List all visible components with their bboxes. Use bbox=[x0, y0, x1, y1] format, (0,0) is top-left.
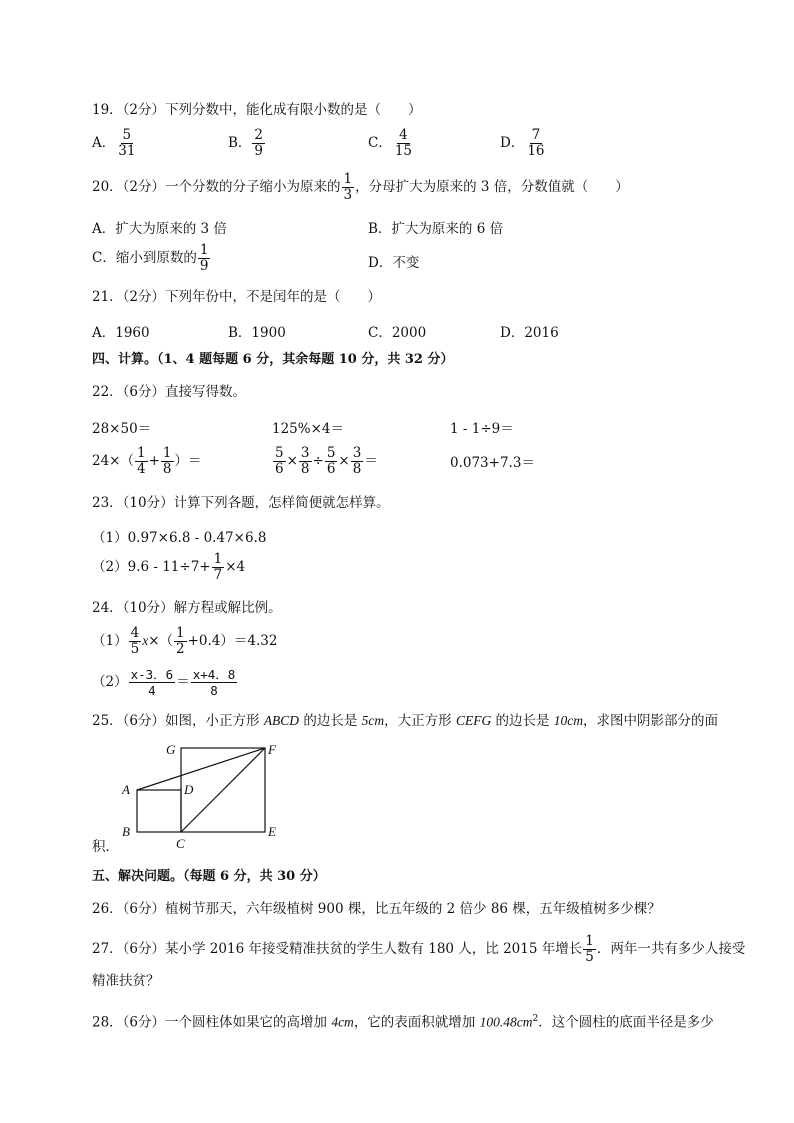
question-21-stem: 21．（2分）下列年份中，不是闰年的是（ ） bbox=[92, 289, 382, 305]
label-e: E bbox=[268, 824, 276, 839]
q20-option-a[interactable]: A．扩大为原来的 3 倍 bbox=[92, 221, 227, 237]
label-a: A bbox=[122, 782, 130, 797]
q20-option-c[interactable]: C．缩小到原数的 $\frac{1}{9}$ bbox=[92, 242, 209, 274]
line-af bbox=[137, 748, 265, 790]
section-4-heading: 四、计算。（1、4 题每题 6 分，其余每题 10 分，共 32 分） bbox=[92, 352, 454, 367]
question-28-stem: 28．（6分）一个圆柱体如果它的高增加 4cm，它的表面积就增加 $100.48cm^2$．这个圆柱的底面半径是多少 bbox=[92, 1014, 714, 1031]
q19-option-a-fraction: $\frac{5}{31}$ bbox=[118, 127, 136, 159]
label-g: G bbox=[166, 742, 176, 757]
q22-expr-1: 28×50＝ bbox=[92, 421, 152, 437]
q20-option-d[interactable]: D．不变 bbox=[368, 255, 420, 271]
q24-part-2: （2） $\frac{x-3.6}{4}$ ＝ $\frac{x+4.8}{8}$ bbox=[92, 667, 236, 698]
q20-option-c-fraction: $\frac{1}{9}$ bbox=[199, 242, 209, 274]
q19-option-c-fraction: $\frac{4}{15}$ bbox=[394, 127, 413, 159]
question-19-stem: 19．（2分）下列分数中，能化成有限小数的是（ ） bbox=[92, 102, 422, 118]
q19-option-b[interactable] bbox=[228, 128, 266, 159]
q22-expr-4: 24×（ $\frac{1}{4}$ + $\frac{1}{8}$ ）＝ bbox=[92, 445, 202, 477]
q19-option-d-fraction: $\frac{7}{16}$ bbox=[527, 127, 545, 159]
label-d: D bbox=[184, 782, 194, 797]
question-24-stem: 24．（10分）解方程或解比例。 bbox=[92, 600, 282, 616]
q25-stem-tail: 积． bbox=[92, 839, 119, 855]
q19-option-a[interactable] bbox=[92, 128, 138, 159]
q20-fraction: $\frac{1}{3}$ bbox=[343, 171, 353, 203]
label-f: F bbox=[268, 742, 276, 757]
q19-option-b-label: B． bbox=[228, 135, 252, 151]
question-27-stem: 27．（6分）某小学 2016 年接受精准扶贫的学生人数有 180 人，比 2015 年增长 $\frac{1}{5}$ ．两年一共有多少人接受 bbox=[92, 933, 746, 965]
q22-expr-6: 0.073+7.3＝ bbox=[450, 455, 535, 471]
question-22-stem: 22．（6分）直接写得数。 bbox=[92, 384, 247, 400]
q21-option-a[interactable]: A．1960 bbox=[92, 325, 150, 341]
label-c: C bbox=[176, 836, 185, 850]
small-square-abcd bbox=[137, 790, 181, 832]
q19-option-b-fraction: $\frac{2}{9}$ bbox=[254, 127, 264, 159]
q21-option-c[interactable]: C．2000 bbox=[368, 325, 427, 341]
question-20-stem: 20．（2分）一个分数的分子缩小为原来的 $\frac{1}{3}$ ，分母扩大为原来的 3 倍，分数值就（ ） bbox=[92, 171, 629, 203]
q24-part-1: （1） $\frac{4}{5}$ x×（ $\frac{1}{2}$ +0.4）＝4.32 bbox=[92, 625, 278, 657]
q20-option-b[interactable]: B．扩大为原来的 6 倍 bbox=[368, 221, 504, 237]
q22-expr-2: 125%×4＝ bbox=[272, 421, 344, 437]
label-b: B bbox=[122, 824, 130, 839]
q22-expr-3: 1 - 1÷9＝ bbox=[450, 421, 514, 437]
question-26-stem: 26．（6分）植树节那天，六年级植树 900 棵，比五年级的 2 倍少 86 棵，五年级植树多少棵？ bbox=[92, 901, 661, 917]
q23-part-2: （2）9.6 - 11÷7+ $\frac{1}{7}$ ×4 bbox=[92, 551, 246, 583]
question-25-stem: 25．（6分）如图，小正方形 ABCD 的边长是 5cm，大正方形 CEFG 的边长是 10cm，求图中阴影部分的面 bbox=[92, 713, 719, 729]
q19-option-a-label: A． bbox=[92, 135, 116, 151]
q19-option-c-label: C． bbox=[368, 135, 392, 151]
question-27-line-2: 精准扶贫？ bbox=[92, 973, 160, 989]
question-23-stem: 23．（10分）计算下列各题，怎样简便就怎样算。 bbox=[92, 495, 390, 511]
section-5-heading: 五、解决问题。（每题 6 分，共 30 分） bbox=[92, 869, 326, 884]
q25-geometry-figure bbox=[110, 738, 290, 850]
line-cf bbox=[181, 748, 265, 832]
q23-part-1: （1）0.97×6.8 - 0.47×6.8 bbox=[92, 530, 267, 546]
q19-option-d[interactable] bbox=[500, 128, 548, 159]
q22-expr-5: $\frac{5}{6}$ × $\frac{3}{8}$ ÷ $\frac{5}{6}$ × $\frac{3}{8}$ ＝ bbox=[275, 445, 378, 477]
q19-option-d-label: D． bbox=[500, 135, 525, 151]
q21-option-b[interactable]: B．1900 bbox=[228, 325, 286, 341]
q21-option-d[interactable]: D．2016 bbox=[500, 325, 559, 341]
q19-option-c[interactable] bbox=[368, 128, 415, 159]
